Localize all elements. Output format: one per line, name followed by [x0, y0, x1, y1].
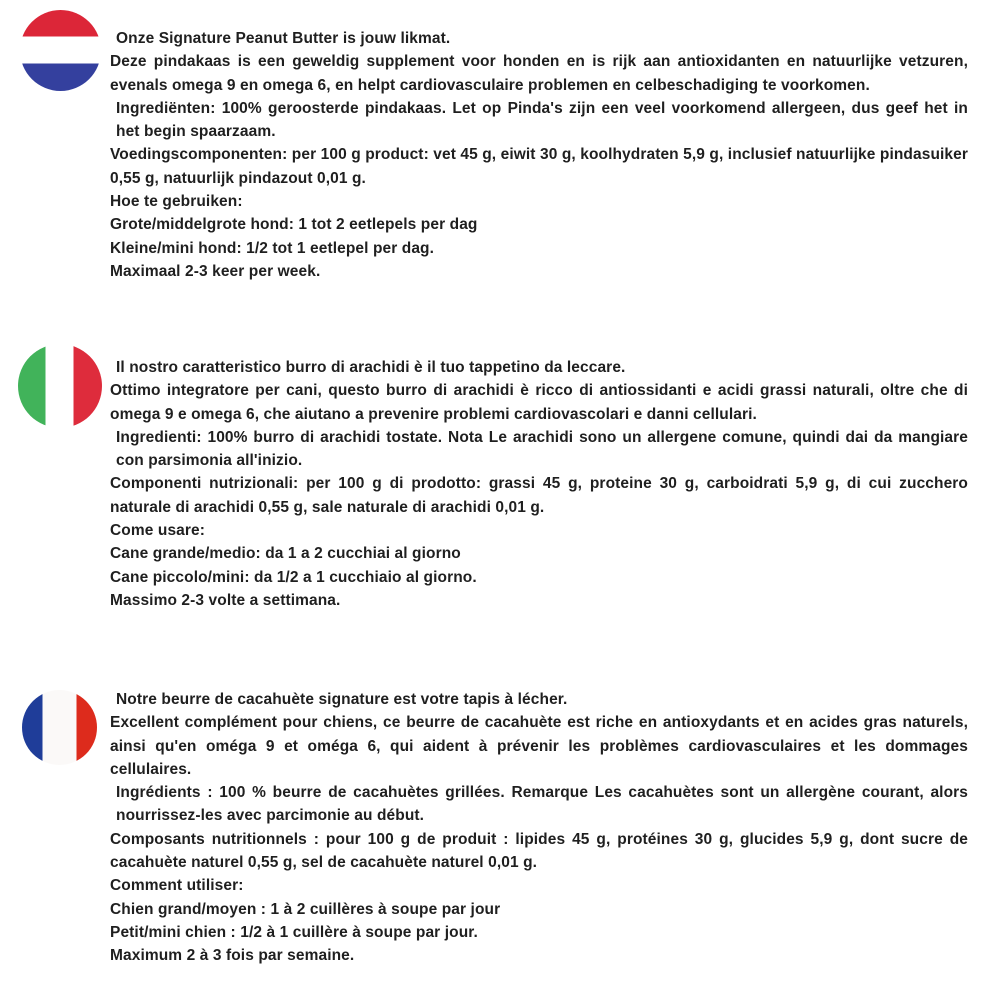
- dutch-description: Deze pindakaas is een geweldig supplement voor honden en is rijk aan antioxidanten en natuurlijke vetzuren, evenals omega 9 en omega 6, en helpt cardiovasculaire problemen en celbeschadiging te voorkomen.: [110, 53, 968, 94]
- italian-section: [110, 356, 968, 612]
- dutch-ingredients: Ingrediënten: 100% geroosterde pindakaas. Let op Pinda's zijn een veel voorkomend allergeen, dus geef het in het begin spaarzaam.: [116, 99, 968, 141]
- french-description: Excellent complément pour chiens, ce beurre de cacahuète est riche en antioxydants et en acides gras naturels, ainsi qu'en oméga 9 et oméga 6, qui aident à prévenir les problèmes cardiovasculaires et les dommages cellulaires.: [110, 714, 968, 778]
- french-title: Notre beurre de cacahuète signature est votre tapis à lécher.: [116, 691, 568, 708]
- italian-ingredients: Ingredienti: 100% burro di arachidi tostate. Nota Le arachidi sono un allergene comune, quindi dai da mangiare con parsimonia all'inizio.: [116, 428, 968, 470]
- french-nutrition: Composants nutritionnels : pour 100 g de produit : lipides 45 g, protéines 30 g, glucides 5,9 g, dont sucre de cacahuète naturel 0,55 g, sel de cacahuète naturel 0,01 g.: [110, 830, 968, 872]
- french-usage-frequency: Maximum 2 à 3 fois par semaine.: [110, 947, 355, 965]
- italian-description: Ottimo integratore per cani, questo burro di arachidi è ricco di antiossidanti e acidi grassi naturali, oltre che di omega 9 e omega 6, che aiutano a prevenire problemi cardiovascolari e danni cellulari.: [110, 382, 968, 423]
- french-usage-large-dog: Chien grand/moyen : 1 à 2 cuillères à soupe par jour: [110, 900, 501, 918]
- italian-usage-heading: Come usare:: [110, 522, 205, 540]
- dutch-usage-heading: Hoe te gebruiken:: [110, 193, 243, 211]
- dutch-nutrition: Voedingscomponenten: per 100 g product: vet 45 g, eiwit 30 g, koolhydraten 5,9 g, inclusief natuurlijke pindasuiker 0,55 g, natuurlijk pindazout 0,01 g.: [110, 146, 968, 187]
- french-section: [110, 688, 968, 968]
- italy-flag-icon: [18, 344, 102, 428]
- dutch-section: [110, 27, 968, 283]
- italian-usage-small-dog: Cane piccolo/mini: da 1/2 a 1 cucchiaio al giorno.: [110, 568, 477, 586]
- french-usage-heading: Comment utiliser:: [110, 877, 244, 895]
- france-flag-icon: [22, 690, 97, 765]
- dutch-usage-frequency: Maximaal 2-3 keer per week.: [110, 262, 321, 280]
- french-usage-small-dog: Petit/mini chien : 1/2 à 1 cuillère à soupe par jour.: [110, 923, 478, 941]
- italian-usage-large-dog: Cane grande/medio: da 1 a 2 cucchiai al giorno: [110, 545, 461, 563]
- dutch-usage-small-dog: Kleine/mini hond: 1/2 tot 1 eetlepel per dag.: [110, 239, 435, 257]
- italian-usage-frequency: Massimo 2-3 volte a settimana.: [110, 591, 341, 609]
- french-ingredients: Ingrédients : 100 % beurre de cacahuètes grillées. Remarque Les cacahuètes sont un allergène courant, alors nourrissez-les avec parcimonie au début.: [116, 784, 968, 825]
- netherlands-flag-icon: [20, 10, 101, 91]
- italian-title: Il nostro caratteristico burro di arachidi è il tuo tappetino da leccare.: [116, 359, 626, 376]
- dutch-usage-large-dog: Grote/middelgrote hond: 1 tot 2 eetlepels per dag: [110, 216, 478, 234]
- italian-nutrition: Componenti nutrizionali: per 100 g di prodotto: grassi 45 g, proteine 30 g, carboidrati 5,9 g, di cui zucchero naturale di arachidi 0,55 g, sale naturale di arachidi 0,01 g.: [110, 475, 968, 516]
- dutch-title: Onze Signature Peanut Butter is jouw likmat.: [116, 30, 451, 47]
